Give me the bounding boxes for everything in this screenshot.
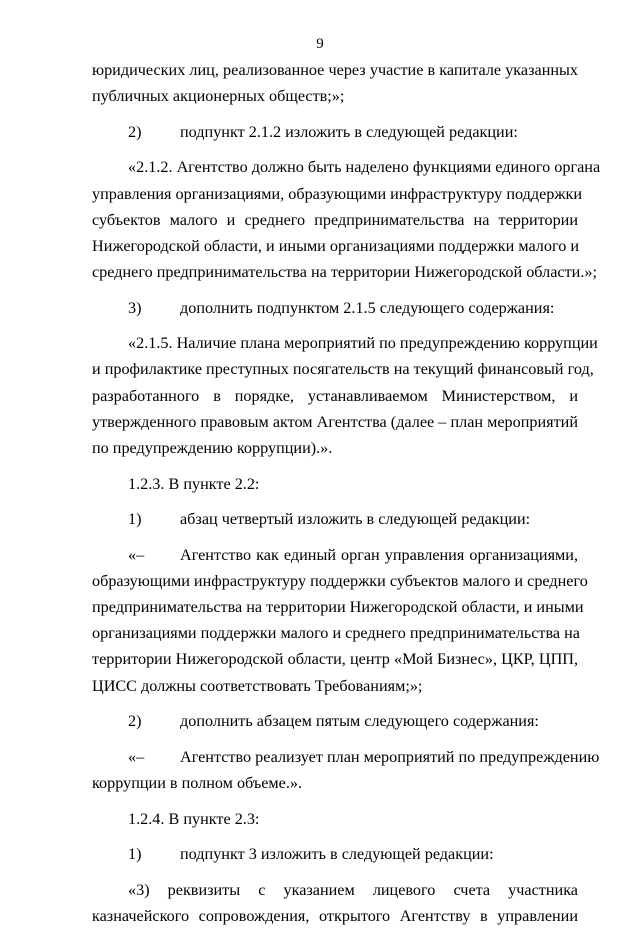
line-text: Агентство реализует план мероприятий по предупреждению — [180, 747, 600, 766]
line-text: подпункт 3 изложить в следующей редакции: — [180, 845, 494, 864]
text-line: 1.2.3. В пункте 2.2: — [128, 474, 260, 493]
text-line: организациями поддержки малого и среднего предпринимательства на — [92, 624, 580, 643]
list-marker: 1) — [128, 845, 142, 864]
text-line: среднего предпринимательства на территории Нижегородской области.»; — [92, 263, 597, 282]
paragraph-gap — [92, 532, 578, 541]
paragraph-gap — [92, 497, 578, 506]
list-marker: 1) — [128, 510, 142, 529]
paragraph-gap — [92, 867, 578, 876]
list-marker: 2) — [128, 712, 142, 731]
text-line: территории Нижегородской области, центр «Мой Бизнес», ЦКР, ЦПП, — [92, 650, 578, 669]
page-number: 9 — [316, 36, 324, 52]
paragraph-gap — [92, 461, 578, 470]
text-line — [92, 119, 578, 145]
text-line: по предупреждению коррупции).». — [92, 439, 333, 457]
list-marker: «– — [128, 747, 145, 766]
text-line — [92, 841, 578, 867]
paragraph-gap — [92, 285, 578, 294]
text-line — [92, 506, 578, 532]
text-line: Нижегородской области, и иными организациями поддержки малого и — [92, 236, 580, 255]
text-line: и профилактике преступных посягательств на текущий финансовый год, — [92, 360, 594, 379]
text-line: публичных акционерных обществ;»; — [92, 87, 345, 106]
text-line: предпринимательства на территории Нижегородской области, и иными — [92, 598, 584, 617]
paragraph-gap — [92, 699, 578, 708]
paragraph-gap — [92, 321, 578, 330]
paragraph-gap — [92, 832, 578, 841]
text-line — [92, 708, 578, 734]
line-text: дополнить абзацем пятым следующего содержания: — [180, 712, 539, 731]
text-line: юридических лиц, реализованное через участие в капитале указанных — [92, 61, 578, 79]
text-line: казначейского сопровождения, открытого Агентству в управлении — [92, 906, 578, 925]
text-line — [92, 542, 578, 568]
text-line: управления организациями, образующими инфраструктуру поддержки — [92, 184, 583, 203]
text-line: утвержденного правовым актом Агентства (далее – план мероприятий — [92, 412, 578, 431]
line-text: абзац четвертый изложить в следующей редакции: — [180, 510, 531, 529]
paragraph-gap — [92, 796, 578, 805]
list-marker: 3) — [128, 298, 142, 317]
line-text: Агентство как единый орган управления организациями, — [180, 545, 578, 564]
list-marker: «– — [128, 545, 145, 564]
text-line: разработанного в порядке, устанавливаемом Министерством, и — [92, 386, 578, 405]
list-marker: 2) — [128, 122, 142, 141]
text-line: субъектов малого и среднего предпринимательства на территории — [92, 210, 578, 229]
line-text: подпункт 2.1.2 изложить в следующей редакции: — [180, 122, 518, 141]
text-line: «2.1.2. Агентство должно быть наделено функциями единого органа — [128, 158, 601, 177]
paragraph-gap — [92, 145, 578, 154]
text-line: образующими инфраструктуру поддержки субъектов малого и среднего — [92, 571, 588, 590]
text-line: «3) реквизиты с указанием лицевого счета участника — [128, 880, 578, 899]
text-line — [92, 744, 600, 770]
text-line: коррупции в полном объеме.». — [92, 774, 303, 793]
text-line: ЦИСС должны соответствовать Требованиям;»; — [92, 676, 423, 695]
document-body — [92, 57, 601, 929]
line-text: дополнить подпунктом 2.1.5 следующего содержания: — [180, 298, 555, 317]
paragraph-gap — [92, 734, 578, 743]
text-line: «2.1.5. Наличие плана мероприятий по предупреждению коррупции — [128, 334, 598, 353]
text-line: 1.2.4. В пункте 2.3: — [128, 809, 260, 828]
paragraph-gap — [92, 109, 578, 118]
text-line — [92, 295, 578, 321]
